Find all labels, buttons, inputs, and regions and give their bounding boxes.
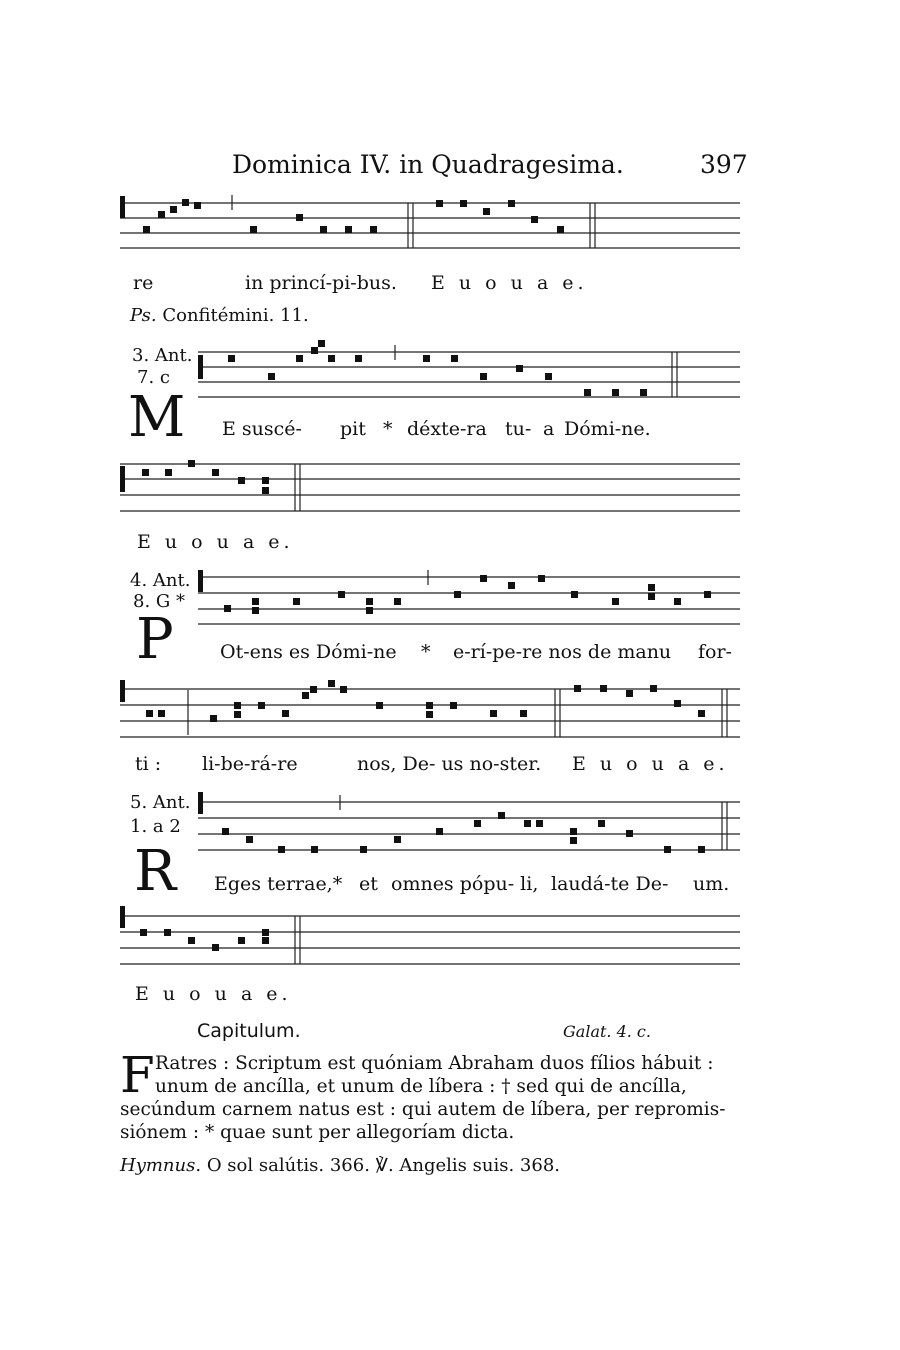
syllable: et: [359, 873, 378, 895]
antiphon-number: 4. Ant.: [130, 570, 191, 591]
capitulum-line: secúndum carnem natus est : qui autem de líbera, per repromis-: [120, 1099, 726, 1120]
syllable: *: [421, 641, 431, 663]
psalm-text: Confitémini. 11.: [162, 305, 309, 326]
syllable: E suscé-: [222, 418, 302, 440]
hymn-line: [120, 1155, 560, 1176]
capitulum-line: Ratres : Scriptum est quóniam Abraham duos fílios hábuit :: [155, 1053, 714, 1074]
syllable: ti :: [135, 753, 162, 775]
syllable: li-be-rá-re: [202, 753, 298, 775]
syllable: re: [133, 272, 154, 294]
capitulum-reference: Galat. 4. c.: [563, 1022, 651, 1041]
euouae: E u o u a e.: [137, 531, 294, 553]
syllable: E u o u a e.: [431, 272, 588, 294]
antiphon-mode: 8. G *: [133, 591, 185, 612]
syllable: laudá-te De-: [551, 873, 669, 895]
capitulum-title: Capitulum.: [197, 1020, 301, 1042]
euouae: E u o u a e.: [135, 983, 292, 1005]
syllable: *: [383, 418, 393, 440]
syllable: pit: [340, 418, 366, 440]
antiphon-number: 3. Ant.: [132, 345, 193, 366]
capitulum-line: siónem : * quae sunt per allegoríam dicta.: [120, 1122, 515, 1143]
psalm-incipit: [130, 305, 309, 326]
page-number: 397: [700, 150, 748, 179]
syllable: Ot-ens es Dómi-ne: [220, 641, 397, 663]
antiphon-number: 5. Ant.: [130, 792, 191, 813]
initial-letter: R: [134, 839, 177, 904]
hymn-text: O sol salútis. 366. ℣. Angelis suis. 368.: [206, 1155, 560, 1176]
initial-letter: P: [136, 607, 174, 672]
syllable: um.: [693, 873, 730, 895]
capitulum-line: unum de ancílla, et unum de líbera : † sed qui de ancílla,: [155, 1076, 687, 1097]
syllable: in princí-pi-bus.: [245, 272, 397, 294]
syllable: e-rí-pe-re nos de manu: [453, 641, 672, 663]
syllable: tu-: [505, 418, 532, 440]
initial-letter: F: [120, 1046, 155, 1104]
page-title: Dominica IV. in Quadragesima.: [232, 150, 624, 179]
syllable: Eges terrae,*: [214, 873, 343, 895]
syllable: déxte-ra: [407, 418, 487, 440]
syllable: omnes pópu- li,: [391, 873, 539, 895]
initial-letter: M: [128, 385, 186, 450]
syllable: a: [543, 418, 555, 440]
hymn-label: Hymnus.: [120, 1155, 202, 1176]
euouae: E u o u a e.: [572, 753, 729, 775]
antiphon-mode: 1. a 2: [130, 816, 181, 837]
psalm-prefix: Ps.: [130, 305, 157, 326]
syllable: nos, De- us no-ster.: [357, 753, 542, 775]
syllable: Dómi-ne.: [564, 418, 651, 440]
antiphon-mode: 7. c: [137, 367, 170, 388]
syllable: for-: [698, 641, 732, 663]
